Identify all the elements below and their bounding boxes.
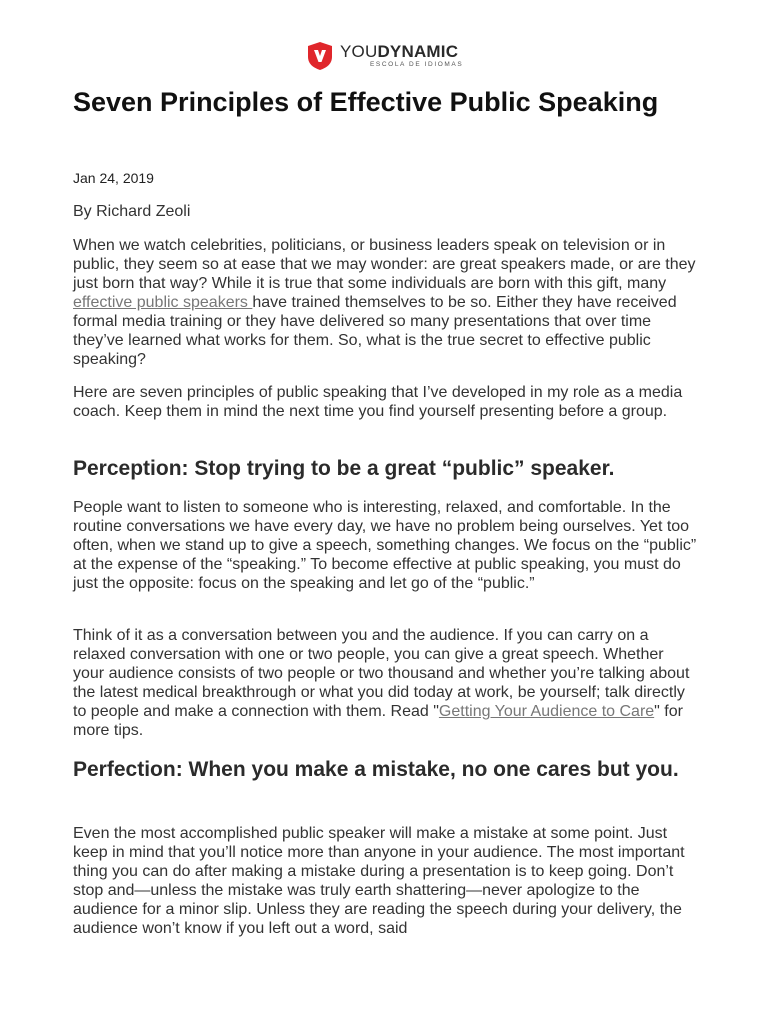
- paragraph-intro-text-after: have trained themselves to be so. Either they have received formal media training or they have delivered so many presentations that over time they’ve learned what works for them. So, what is the true secret to effective public speaking?: [73, 294, 677, 368]
- logo-text: [340, 43, 463, 69]
- paragraph-intro: [73, 236, 698, 369]
- logo-subtitle: ESCOLA DE IDIOMAS: [370, 61, 464, 69]
- getting-your-audience-to-care-link[interactable]: Getting Your Audience to Care: [438, 703, 655, 720]
- heading-perception: Perception: Stop trying to be a great “public” speaker.: [73, 457, 615, 480]
- effective-public-speakers-link[interactable]: effective public speakers: [73, 294, 253, 311]
- paragraph-perception-2-text-after: " for more tips.: [73, 703, 683, 739]
- article-author: By Richard Zeoli: [73, 203, 191, 220]
- paragraph-perception-2: [73, 626, 698, 740]
- logo-word-bold: DYNAMIC: [377, 42, 459, 62]
- brand-logo: [305, 40, 463, 72]
- article-date: Jan 24, 2019: [73, 170, 154, 186]
- paragraph-principles-intro: Here are seven principles of public speaking that I’ve developed in my role as a media coach. Keep them in mind the next time you find yourself presenting before a group.: [73, 384, 683, 420]
- paragraph-perception-1: People want to listen to someone who is interesting, relaxed, and comfortable. In the routine conversations we have every day, we have no problem being ourselves. Yet too often, when we stand up to give a speech, something changes. We focus on the “public” at the expense of the “speaking.” To become effective at public speaking, you must do just the opposite: focus on the speaking and let go of the “public.”: [73, 499, 697, 592]
- logo-wordmark: [340, 43, 463, 60]
- article-title: Seven Principles of Effective Public Speaking: [73, 87, 659, 117]
- youdynamic-logo-icon: [305, 41, 335, 71]
- heading-perfection: Perfection: When you make a mistake, no one cares but you.: [73, 758, 679, 781]
- paragraph-intro-text-before: When we watch celebrities, politicians, or business leaders speak on television or in public, they seem so at ease that we may wonder: are great speakers made, or are they just born that way? While it is true that some individuals are born with this gift, many: [73, 237, 696, 292]
- paragraph-perfection-1: Even the most accomplished public speaker will make a mistake at some point. Just keep in mind that you’ll notice more than anyone in your audience. The most important thing you can do after making a mistake during a presentation is to keep going. Don’t stop and—unless the mistake was truly earth shattering—never apologize to the audience for a minor slip. Unless they are reading the speech during your delivery, the audience won’t know if you left out a word, said: [73, 825, 685, 937]
- logo-word-light: YOU: [340, 42, 378, 62]
- paragraph-perception-2-text-before: Think of it as a conversation between you and the audience. If you can carry on a relaxed conversation with one or two people, you can give a great speech. Whether your audience consists of two people or two thousand and whether you’re talking about the latest medical breakthrough or what you did today at work, be yourself; talk directly to people and make a connection with them. Read ": [73, 627, 690, 720]
